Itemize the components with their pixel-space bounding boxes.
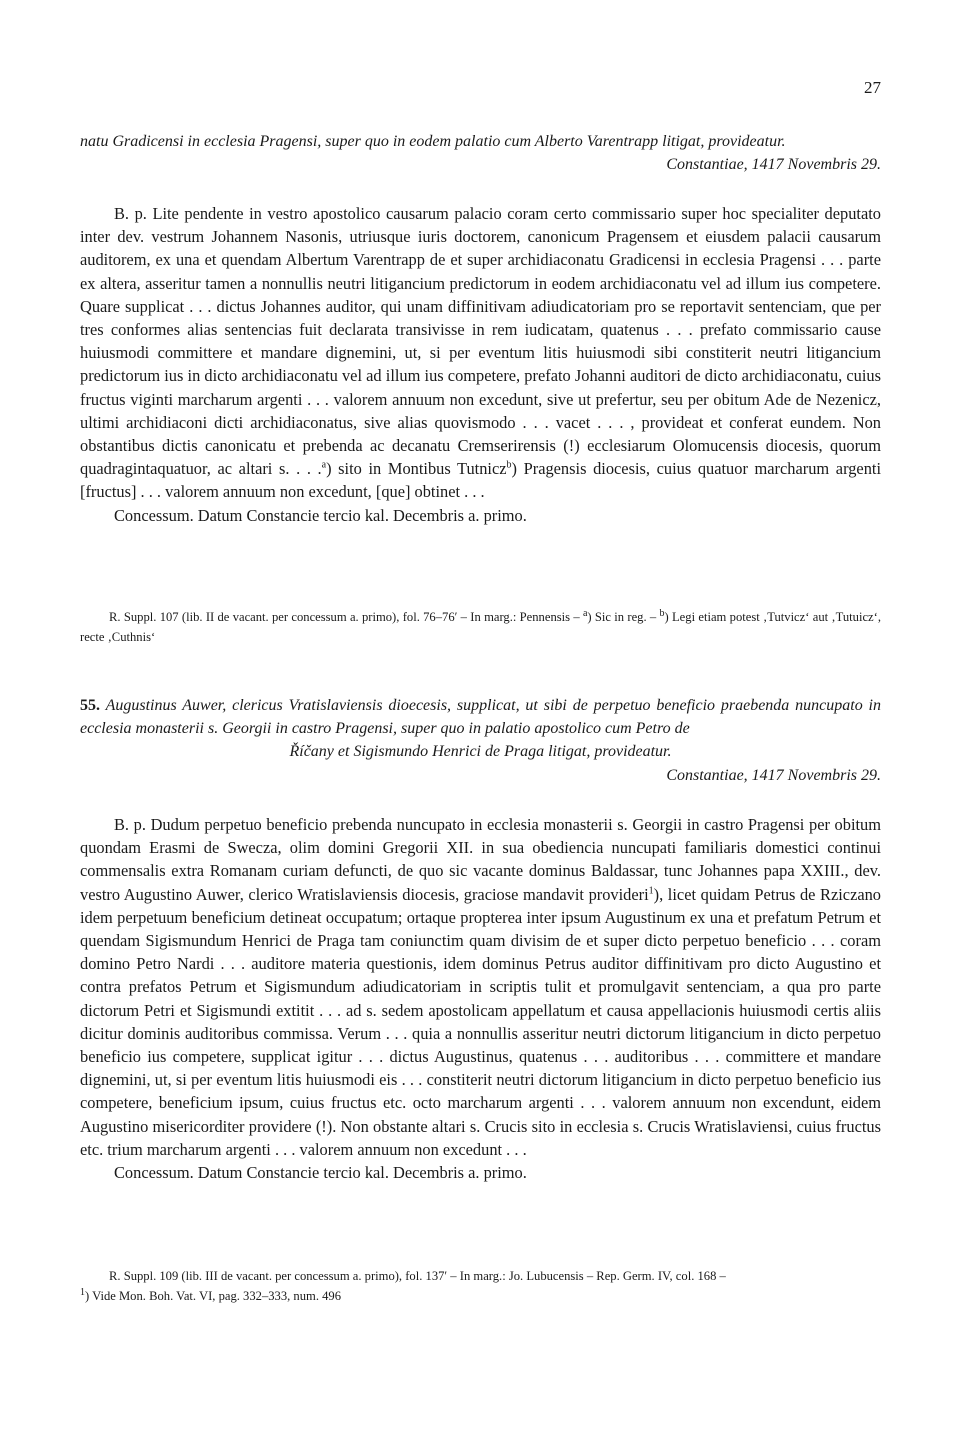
- entry-54-body: [80, 202, 881, 527]
- entry-54-petition-part2: ) sito in Montibus Tutnicz: [326, 459, 507, 479]
- footnote-marker-1: 1: [648, 885, 654, 897]
- entry-55-petition-part2: ), licet quidam Petrus de Rziczano idem perpetuum beneficium detineat occupatum; ortaque propterea inter ipsum Augustinum ex una et prefatum Petrum et quendam Sigismundum Henrici de Praga tam coniunctim quam divisim de et super dicto perpetuo beneficio . . . coram domino Petro Nardi . . . auditore materia questionis, idem dominus Petrus auditor diffinitivam pro dicto Augustino et contra prefatos Petrum et Sigismundum adiudicatoriam in scriptis tulit et promulgavit sentenciam, a qua pro parte dictorum Petri et Sigismundi extitit . . . ad s. sedem apostolicam appellatum et causa appellacionis huiusmodi certis aliis dicitur dominis auditoribus commissa. Verum . . . quia a nonnullis asseritur neutri dictorum litigancium in dicto perpetuo beneficio ius competere, supplicat igitur . . . dictus Augustinus, quatenus . . . auditoribus . . . committere et mandare dignemini, ut, si per eventum litis huiusmodi eis . . . constiterit neutri dictorum litigancium in dicto perpetuo beneficio ius competere, beneficium ipsum, cuius fructus etc. octo marcharum argenti . . . valorem annuum non excendunt, eidem Augustino misericorditer providere (!). Non obstante altari s. Crucis sito in ecclesia s. Crucis Wratislaviensi, cuius fructus etc. trium marcharum argenti . . . valorem annuum non excedunt . . .: [80, 884, 882, 1159]
- entry-54-petition: [80, 202, 881, 504]
- entry-55-concessum: Concessum. Datum Constancie tercio kal. Decembris a. primo.: [114, 1163, 527, 1183]
- entry-55-summary: [80, 694, 881, 763]
- note-marker-a: a: [582, 607, 588, 619]
- entry-55-note-line2-text: ) Vide Mon. Boh. Vat. VI, pag. 332–333, num. 496: [85, 1289, 342, 1303]
- entry-54-concessum: Concessum. Datum Constancie tercio kal. Decembris a. primo.: [114, 505, 527, 525]
- entry-55-summary-center: Říčany et Sigismundo Henrici de Praga litigat, provideatur.: [289, 743, 672, 760]
- entry-54-petition-part1: B. p. Lite pendente in vestro apostolico causarum palacio coram certo commissario super hoc specialiter deputato inter dev. vestrum Johannem Nasonis, utriusque iuris doctorem, canonicum Pragensem et eiusdem palacii causarum auditorem, ex una et quendam Albertum Varentrapp de et super archidiaconatu Gradicensi in ecclesia Pragensi . . . parte ex altera, asseritur tamen a nonnullis neutri litigancium predictorum in eodem archidiaconatu vel ad illum ius competere. Quare supplicat . . . dictus Johannes auditor, qui unam diffinitivam adiudicatoriam pro se reportavit sentenciam, que per tres conformes alias sentencias fuit declarata transivisse in rem iudicatam, quatenus . . . prefato commissario cause huiusmodi committere et mandare dignemini, ut, si per eventum litis huiusmodi sibi constiterit neutri litigancium predictorum ius in dicto archidiaconatu vel ad illum ius competere, prefato Johanni auditori de dicto archidiaconatu, cuius fructus viginti marcharum argenti . . . valorem annuum non excedunt, sive ut prefertur, seu per obitum Ade de Nezenicz, ultimi archidiaconi dicti archidiaconatus, sive alias quovismodo . . . vacet . . . , provideat et conferat eundem. Non obstantibus dictis canonicatu et prebenda ac decanatu Cremserirensis (!) ecclesiarum Olomucensis diocesis, quorum quadragintaquatuor, ac altari s. . . .: [80, 204, 881, 479]
- entry-55-summary-text: Augustinus Auwer, clericus Vratislaviensis dioecesis, supplicat, ut sibi de perpetuo beneficio praebenda nuncupato in ecclesia monasterii s. Georgii in castro Pragensi, super quo in palatio apostolico cum Petro de: [80, 697, 882, 737]
- entry-55-body: [80, 813, 881, 1184]
- entry-54-note-part3: ) Legi etiam potest ‚Tutvicz‘ aut ‚Tutuicz‘, recte ‚Cuthnis‘: [80, 610, 881, 644]
- entry-55-note-line1: R. Suppl. 109 (lib. III de vacant. per concessum a. primo), fol. 137′ – In marg.: Jo. Lubucensis – Rep. Germ. IV, col. 168 –: [109, 1269, 726, 1283]
- entry-54-summary: [80, 130, 881, 153]
- entry-54-dateline: Constantiae, 1417 Novembris 29.: [666, 156, 881, 173]
- page-number: 27: [864, 78, 881, 97]
- entry-55-number: 55.: [80, 697, 100, 714]
- footnote-marker-a: a: [321, 459, 327, 471]
- note-marker-1: 1: [80, 1286, 85, 1298]
- entry-54-note-part2: ) Sic in reg. –: [587, 610, 660, 624]
- entry-54-summary-text: natu Gradicensi in ecclesia Pragensi, super quo in eodem palatio cum Alberto Varentrapp litigat, provideatur.: [80, 133, 786, 150]
- footnote-marker-b: b: [506, 459, 512, 471]
- entry-54-apparatus: [80, 607, 881, 647]
- entry-55-dateline: Constantiae, 1417 Novembris 29.: [666, 767, 881, 784]
- entry-55-note-line2: [80, 1286, 881, 1306]
- entry-54-note: [80, 607, 881, 647]
- entry-55-petition: [80, 813, 881, 1161]
- entry-55-petition-part1: B. p. Dudum perpetuo beneficio prebenda nuncupato in ecclesia monasterii s. Georgii in castro Pragensi per obitum quondam Erasmi de Swecza, olim domini Gregorii XII. in sua obediencia nuncupati familiaris domestici continui commensalis extra Romanam curiam defuncti, de quo sic vacante dominus Baldassar, tunc Johannes papa XXIII., dev. vestro Augustino Auwer, clerico Wratislaviensis diocesis, graciose mandavit provideri: [80, 815, 881, 904]
- entry-54-petition-part3: ) Pragensis diocesis, cuius quatuor marcharum argenti [fructus] . . . valorem annuum non excedunt, [que] obtinet . . .: [80, 459, 881, 502]
- entry-55-apparatus: [80, 1266, 881, 1306]
- entry-54-note-part1: R. Suppl. 107 (lib. II de vacant. per concessum a. primo), fol. 76–76′ – In marg.: Pennensis –: [109, 610, 583, 624]
- note-marker-b: b: [659, 607, 665, 619]
